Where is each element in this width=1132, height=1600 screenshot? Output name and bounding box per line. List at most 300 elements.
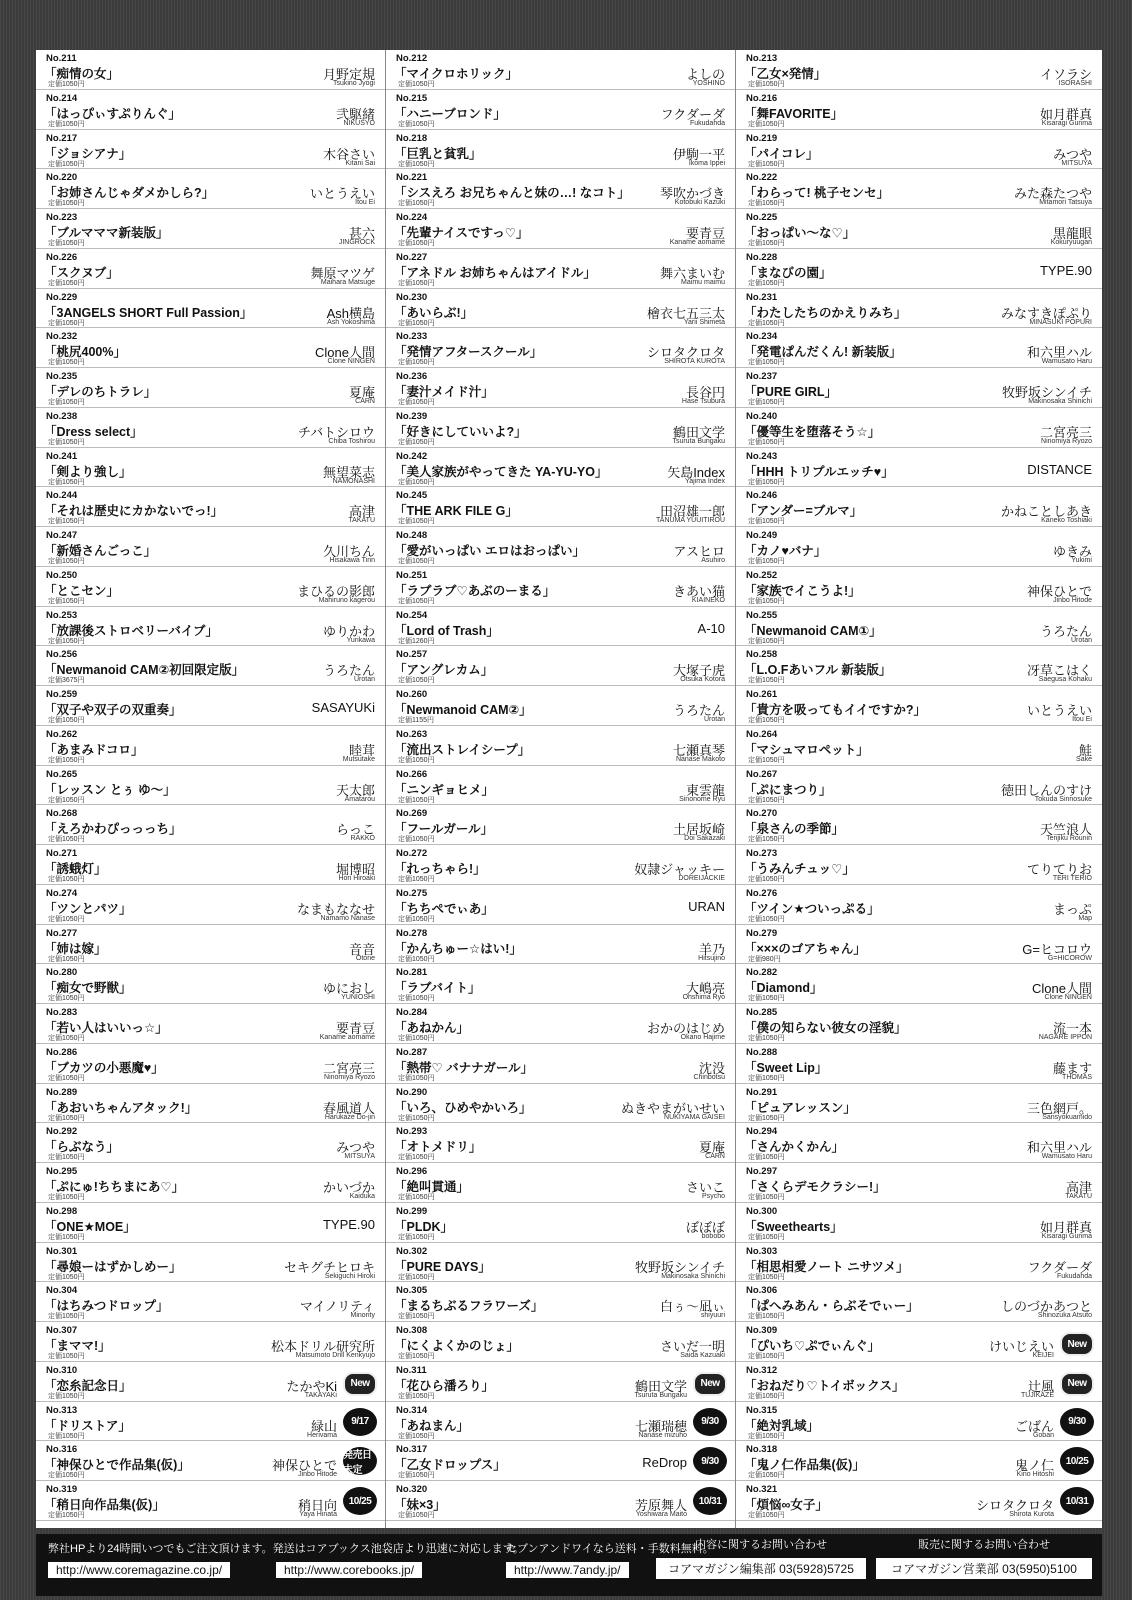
entry-number: No.234: [746, 331, 778, 343]
entry-author: かいづか: [322, 1180, 375, 1195]
catalog-entry: [36, 885, 385, 925]
catalog-entry: [736, 368, 1102, 408]
entry-title: 「貴方を吸ってもイイですか?」: [744, 703, 927, 717]
entry-title: 「流出ストレイシープ」: [394, 742, 531, 757]
entry-number: No.246: [746, 490, 778, 502]
entry-author-romaji: Yajima Index: [685, 477, 725, 485]
entry-author-romaji: SHIROTA KUROTA: [664, 358, 725, 366]
entry-number: No.259: [46, 689, 78, 700]
catalog-entry: [386, 805, 735, 845]
entry-price: 定価1050円: [748, 279, 785, 287]
entry-author: マイノリティ: [299, 1299, 375, 1315]
entry-title: 「ぷにまつり」: [744, 782, 832, 797]
entry-price: 定価1050円: [48, 240, 85, 247]
entry-title: 「ONE★MOE」: [44, 1219, 136, 1234]
entry-price: 定価1050円: [398, 359, 435, 367]
entry-number: No.283: [46, 1007, 78, 1018]
entry-author: 天竺浪人: [1039, 822, 1092, 838]
entry-author-romaji: Mitamori Tatsuya: [1039, 199, 1092, 207]
entry-number: No.218: [396, 132, 428, 144]
entry-author: ReDrop: [642, 1455, 687, 1471]
entry-title: 「稍日向作品集(仮)」: [44, 1498, 165, 1512]
entry-author-romaji: Sansyokuamido: [1042, 1113, 1092, 1121]
entry-price: 定価1050円: [48, 876, 85, 883]
entry-author: きあい猫: [672, 583, 725, 599]
entry-author: 堀博昭: [335, 862, 375, 877]
footer: [36, 1534, 1102, 1596]
entry-author: 檜衣七五三太: [646, 305, 725, 321]
entry-title: 「はちみつドロップ」: [44, 1299, 169, 1314]
entry-number: No.282: [746, 967, 778, 979]
entry-author: ゆりかわ: [322, 623, 375, 639]
entry-author-romaji: Clone NINGEN: [1044, 994, 1092, 1002]
entry-price: 定価1050円: [48, 796, 85, 804]
entry-author-romaji: DOREIJACKIE: [678, 875, 725, 882]
7andy-link[interactable]: http://www.7andy.jp/: [506, 1562, 629, 1578]
entry-price: 定価1050円: [398, 1313, 435, 1321]
entry-price: 定価1050円: [748, 756, 785, 764]
entry-number: No.317: [396, 1444, 428, 1456]
entry-number: No.258: [746, 649, 778, 661]
catalog-entry: [36, 766, 385, 806]
entry-price: 定価1050円: [398, 1432, 435, 1440]
entry-author: たかやKi: [286, 1378, 337, 1394]
entry-author-romaji: TANUMA YUUITIROU: [656, 517, 725, 525]
entry-author-romaji: Matsumoto Drill Kenkyujo: [295, 1352, 375, 1359]
catalog-entry: [36, 1282, 385, 1322]
entry-title: 「Newmanoid CAM②」: [394, 703, 532, 717]
entry-author-romaji: Hitsujino: [698, 954, 725, 962]
entry-author-romaji: Namamo Nanase: [320, 914, 375, 922]
entry-title: 「発電ぱんだくん! 新装版」: [744, 345, 902, 360]
entry-title: 「舞FAVORITE」: [744, 106, 844, 121]
coremagazine-link[interactable]: http://www.coremagazine.co.jp/: [48, 1562, 230, 1578]
entry-title: 「Newmanoid CAM②初回限定版」: [44, 663, 245, 678]
entry-number: No.267: [746, 768, 778, 780]
entry-title: 「THE ARK FILE G」: [394, 504, 518, 519]
sales-contact-title: 販売に関するお問い合わせ: [918, 1539, 1050, 1551]
entry-number: No.223: [46, 212, 78, 223]
entry-author: よしの: [685, 67, 725, 82]
entry-author-romaji: Shirota Kurota: [1009, 1511, 1054, 1518]
entry-author-romaji: Mahiruno kagerou: [318, 596, 375, 604]
entry-author-romaji: Wamusato Haru: [1041, 1153, 1092, 1161]
entry-author: 鮭: [1078, 742, 1092, 758]
catalog-entry: [386, 845, 735, 885]
entry-author: 鶴田文学: [672, 424, 725, 440]
entry-author-romaji: Itou Ei: [355, 199, 375, 207]
entry-author: Ash横島: [326, 305, 375, 321]
entry-title: 「HHH トリプルエッチ♥」: [744, 464, 894, 479]
entry-price: 定価1050円: [48, 955, 85, 963]
entry-title: 「らぶなう」: [44, 1140, 120, 1155]
entry-number: No.301: [46, 1245, 78, 1257]
entry-author-romaji: Yoshiwara Maito: [635, 1511, 687, 1518]
entry-title: 「剣より強し」: [44, 464, 132, 479]
entry-title: 「マシュマロペット」: [744, 742, 869, 757]
entry-number: No.248: [396, 530, 428, 541]
catalog-entry: [386, 607, 735, 647]
catalog-entry: [386, 1362, 735, 1402]
entry-price: 定価1050円: [48, 1313, 85, 1321]
entry-title: 「誘蛾灯」: [44, 862, 107, 876]
entry-author-romaji: Jinbo Hitode: [1053, 596, 1092, 604]
entry-price: 定価1050円: [48, 1512, 85, 1519]
entry-author: 天太郎: [335, 782, 375, 798]
catalog-entry: [736, 527, 1102, 567]
entry-price: 定価1050円: [748, 1154, 785, 1162]
entry-number: No.261: [746, 689, 778, 700]
catalog-entry: [36, 964, 385, 1004]
entry-author-romaji: Ikoma Ippei: [688, 159, 725, 167]
entry-author: 和六里ハル: [1026, 1140, 1092, 1156]
entry-author: 沈没: [698, 1060, 725, 1076]
entry-number: No.302: [396, 1245, 428, 1257]
entry-author: セキグチヒロキ: [283, 1259, 375, 1275]
entry-title: 「ジョシアナ」: [44, 146, 132, 161]
entry-price: 定価1050円: [748, 1233, 785, 1241]
entry-author-romaji: Yarii Shimeta: [683, 318, 725, 326]
entry-price: 定価1050円: [748, 240, 785, 247]
catalog-entry: [36, 1163, 385, 1203]
entry-author: 土居坂崎: [672, 822, 725, 838]
entry-author: TYPE.90: [1039, 262, 1092, 278]
catalog-entry: [736, 726, 1102, 766]
entry-title: 「あまみドコロ」: [44, 742, 144, 757]
entry-title: 「妹×3」: [394, 1498, 446, 1512]
entry-price: 定価1050円: [48, 1114, 85, 1122]
catalog-entry: [386, 289, 735, 329]
entry-author: みつや: [336, 1140, 375, 1156]
release-date-badge: 10/31: [693, 1487, 727, 1515]
catalog-entry: [36, 1402, 385, 1442]
entry-author: ぼぼぼ: [685, 1219, 725, 1235]
entry-number: No.308: [396, 1325, 428, 1336]
entry-author: 二宮亮三: [1039, 424, 1092, 440]
catalog-entry: [386, 1441, 735, 1481]
entry-author-romaji: Amatarou: [344, 795, 375, 803]
entry-author: てりてりお: [1026, 862, 1092, 877]
entry-title: 「相思相愛ノート ニサツメ」: [744, 1259, 909, 1274]
entry-number: No.319: [46, 1484, 78, 1495]
entry-author: 白ぅ〜凪ぃ: [659, 1299, 725, 1315]
entry-author-romaji: Chinbotsu: [693, 1073, 725, 1081]
entry-author-romaji: YUNIOSHI: [341, 994, 375, 1002]
entry-author-romaji: Ash Yokoshima: [327, 318, 375, 326]
release-date-badge: 発売日未定: [343, 1447, 377, 1475]
release-date-badge: 9/30: [693, 1447, 727, 1475]
entry-author-romaji: Kisaragi Gunma: [1041, 1232, 1092, 1240]
entry-price: 定価1050円: [48, 995, 85, 1003]
entry-title: 「わらって! 桃子センセ」: [744, 186, 890, 201]
entry-price: 定価1050円: [398, 915, 435, 923]
entry-title: 「花ひら潘ろり」: [394, 1378, 495, 1393]
entry-price: 定価1050円: [48, 836, 85, 844]
entry-author: 牧野坂シンイチ: [1001, 385, 1092, 400]
catalog-entry: [36, 726, 385, 766]
entry-number: No.214: [46, 92, 78, 104]
entry-author: 要青豆: [685, 226, 725, 241]
entry-author-romaji: Hase Tsubura: [681, 398, 725, 405]
entry-number: No.232: [46, 331, 78, 343]
entry-number: No.294: [746, 1126, 778, 1138]
new-badge: New: [1060, 1372, 1094, 1396]
entry-price: 定価1050円: [48, 1233, 85, 1241]
catalog-entry: [736, 1441, 1102, 1481]
entry-author: 夏庵: [348, 385, 375, 400]
entry-title: 「レッスン とぅ ゆ〜」: [44, 782, 176, 797]
entry-author: 月野定規: [322, 67, 375, 82]
entry-price: 定価1050円: [398, 995, 435, 1003]
entry-author-romaji: Maimu maimu: [681, 278, 725, 286]
entry-author-romaji: MITSUYA: [344, 1153, 375, 1161]
catalog-entry: [36, 328, 385, 368]
entry-number: No.271: [46, 848, 78, 859]
catalog-entry: [736, 249, 1102, 289]
entry-price: 定価1050円: [748, 796, 785, 804]
entry-price: 定価1050円: [748, 438, 785, 446]
entry-author-romaji: Saida Kazuaki: [680, 1352, 725, 1359]
catalog-entry: [386, 487, 735, 527]
entry-author-romaji: Sake: [1076, 755, 1092, 763]
entry-author: G=ヒコロウ: [1022, 941, 1092, 957]
entry-price: 定価1050円: [748, 518, 785, 526]
catalog-entry: [36, 1322, 385, 1362]
entry-price: 定価1260円: [398, 637, 435, 645]
entry-author: 夏庵: [698, 1140, 725, 1156]
catalog-entry: [36, 169, 385, 209]
entry-title: 「アンダー=ブルマ」: [744, 504, 863, 519]
entry-number: No.285: [746, 1007, 778, 1018]
entry-number: No.228: [746, 251, 778, 263]
entry-title: 「乙女×発情」: [744, 67, 827, 81]
entry-author: 要青豆: [335, 1021, 375, 1036]
entry-title: 「さくらデモクラシー!」: [744, 1180, 886, 1194]
entry-author: 音音: [348, 941, 375, 957]
entry-number: No.296: [396, 1166, 428, 1177]
entry-author-romaji: ISORASHI: [1058, 80, 1092, 87]
catalog-entry: [736, 925, 1102, 965]
entry-number: No.221: [396, 172, 428, 184]
entry-price: 定価1050円: [748, 1392, 785, 1400]
catalog-entry: [36, 209, 385, 249]
entry-price: 定価1050円: [398, 1273, 435, 1281]
entry-number: No.256: [46, 649, 78, 661]
catalog-entry: [736, 1163, 1102, 1203]
entry-number: No.215: [396, 92, 428, 104]
entry-title: 「えろかわぴっっっち」: [44, 822, 182, 837]
entry-title: 「妻汁メイド汁」: [394, 385, 494, 399]
entry-price: 定価1050円: [398, 1114, 435, 1122]
entry-title: 「ドリストア」: [44, 1418, 131, 1433]
entry-author-romaji: MITSUYA: [1061, 159, 1092, 167]
catalog-entry: [386, 1481, 735, 1521]
entry-author-romaji: Makinosaka Shinichi: [661, 1272, 725, 1280]
catalog-entry: [386, 130, 735, 170]
catalog-entry: [386, 1282, 735, 1322]
entry-price: 定価1050円: [748, 1432, 785, 1440]
sales-contact-phone: コアマガジン営業部 03(5950)5100: [876, 1558, 1092, 1579]
entry-author: 大塚子虎: [672, 663, 725, 679]
catalog-entry: [36, 1084, 385, 1124]
entry-number: No.265: [46, 768, 78, 780]
entry-title: 「うみんチュッ♡」: [744, 862, 855, 876]
entry-title: 「アネドル お姉ちゃんはアイドル」: [394, 265, 596, 280]
entry-author: さいこ: [685, 1180, 725, 1195]
entry-author: 高津: [348, 504, 375, 520]
entry-author: Clone人間: [315, 345, 375, 361]
catalog-entry: [36, 567, 385, 607]
entry-author: チバトシロウ: [298, 424, 375, 440]
entry-author: 弐駆緒: [335, 106, 375, 122]
entry-number: No.266: [396, 768, 428, 780]
entry-author: らっこ: [335, 822, 375, 838]
entry-author-romaji: TAKAYAKi: [304, 1391, 337, 1399]
catalog-entry: [736, 686, 1102, 726]
catalog-entry: [736, 1004, 1102, 1044]
entry-author: 辻風: [1027, 1378, 1054, 1394]
entry-author-romaji: Saegusa Kohaku: [1038, 676, 1092, 684]
entry-author-romaji: G=HICOROW: [1047, 954, 1092, 962]
entry-author-romaji: CARN: [705, 1153, 725, 1161]
entry-title: 「フールガール」: [394, 822, 494, 837]
catalog-entry: [736, 408, 1102, 448]
entry-price: 定価1050円: [748, 478, 785, 486]
catalog-entry: [36, 487, 385, 527]
entry-price: 定価1050円: [748, 637, 785, 645]
entry-price: 定価1050円: [398, 399, 435, 406]
entry-author-romaji: Urotan: [353, 676, 375, 684]
entry-author: かねことしあき: [1000, 504, 1092, 520]
entry-number: No.225: [746, 212, 778, 223]
entry-price: 定価1050円: [748, 558, 785, 565]
entry-title: 「まなびの園」: [744, 265, 832, 280]
catalog-entry: [386, 90, 735, 130]
entry-number: No.313: [46, 1404, 78, 1416]
entry-author: 長谷円: [685, 385, 725, 400]
entry-price: 定価1050円: [748, 1035, 785, 1042]
entry-price: 定価3675円: [48, 677, 85, 685]
catalog-entry: [736, 885, 1102, 925]
entry-author-romaji: Itou Ei: [1072, 716, 1092, 723]
catalog-entry: [386, 1243, 735, 1283]
catalog-entry: [736, 964, 1102, 1004]
entry-number: No.235: [46, 371, 78, 382]
catalog-entry: [386, 1004, 735, 1044]
entry-number: No.321: [746, 1484, 778, 1495]
entry-price: 定価1050円: [398, 1512, 435, 1519]
entry-title: 「神保ひとで作品集(仮)」: [44, 1458, 190, 1473]
catalog-entry: [736, 487, 1102, 527]
catalog-entry: [736, 567, 1102, 607]
entry-price: 定価1050円: [48, 1472, 85, 1480]
catalog-entry: [386, 50, 735, 90]
entry-number: No.212: [396, 53, 428, 64]
entry-number: No.272: [396, 848, 428, 859]
entry-author: みつや: [1053, 146, 1092, 162]
entry-title: 「マイクロホリック」: [394, 67, 519, 81]
entry-author-romaji: Okano Hajime: [680, 1034, 725, 1041]
entry-author-romaji: Doi Sakazaki: [684, 835, 725, 843]
entry-author-romaji: Kotobuki Kazuki: [674, 199, 725, 207]
entry-author-romaji: Herivama: [307, 1431, 337, 1439]
entry-author-romaji: TUJIKAZE: [1020, 1391, 1054, 1399]
catalog-entry: [736, 50, 1102, 90]
entry-number: No.281: [396, 967, 428, 979]
entry-title: 「PURE GIRL」: [744, 385, 838, 399]
entry-author: 無望菜志: [322, 464, 375, 480]
entry-price: 定価1050円: [748, 915, 785, 923]
entry-number: No.236: [396, 371, 428, 382]
catalog-entry: [36, 607, 385, 647]
entry-price: 定価1050円: [748, 597, 785, 605]
catalog-entry: [386, 527, 735, 567]
entry-price: 定価1050円: [748, 1512, 785, 1519]
catalog-entry: [736, 1322, 1102, 1362]
entry-price: 定価1050円: [48, 160, 85, 168]
entry-author-romaji: Otsuka Kotora: [680, 676, 725, 684]
entry-author: 芳原舞人: [634, 1498, 687, 1513]
entry-price: 定価1050円: [48, 756, 85, 764]
entry-author: 徳田しんのすけ: [1000, 782, 1092, 798]
entry-number: No.219: [746, 132, 778, 144]
entry-title: 「ぷにゅ!ちちまにあ♡」: [44, 1180, 185, 1194]
entry-author: 春風道人: [322, 1100, 375, 1116]
entry-title: 「姉は嫁」: [44, 941, 107, 956]
entry-title: 「双子や双子の双重奏」: [44, 703, 182, 717]
entry-number: No.263: [396, 728, 428, 740]
entry-author: SASAYUKi: [311, 700, 375, 715]
entry-title: 「ラブラブ♡あぶのーまる」: [394, 583, 556, 598]
entry-author-romaji: CARN: [355, 398, 375, 405]
corebooks-link[interactable]: http://www.corebooks.jp/: [276, 1562, 422, 1578]
catalog-entry: [386, 1402, 735, 1442]
catalog-column: [36, 50, 386, 1528]
entry-number: No.264: [746, 728, 778, 740]
entry-price: 定価1050円: [48, 558, 85, 565]
entry-author: 伊駒一平: [672, 146, 725, 162]
entry-price: 定価1050円: [398, 1035, 435, 1042]
entry-number: No.249: [746, 530, 778, 541]
catalog-entry: [386, 726, 735, 766]
entry-price: 定価1050円: [48, 597, 85, 605]
entry-title: 「あおいちゃんアタック!」: [44, 1100, 198, 1115]
entry-price: 定価1050円: [48, 1074, 85, 1082]
catalog-entry: [386, 1084, 735, 1124]
entry-number: No.227: [396, 251, 428, 263]
entry-title: 「美人家族がやってきた YA-YU-YO」: [394, 464, 608, 479]
entry-title: 「まママ!」: [44, 1339, 111, 1353]
entry-price: 定価1050円: [398, 796, 435, 804]
catalog-entry: [386, 1322, 735, 1362]
catalog-entry: [36, 1004, 385, 1044]
release-date-badge: 10/31: [1060, 1487, 1094, 1515]
entry-title: 「熱帯♡ バナナガール」: [394, 1060, 534, 1075]
entry-author-romaji: Tenjiku Rounin: [1046, 835, 1092, 843]
catalog-entry: [36, 1441, 385, 1481]
entry-number: No.224: [396, 212, 428, 223]
entry-author: けいじえい: [988, 1339, 1054, 1354]
entry-title: 「ハニーブロンド」: [394, 106, 506, 121]
entry-price: 定価1050円: [748, 160, 785, 168]
entry-author: うろたん: [1039, 623, 1092, 639]
entry-number: No.245: [396, 490, 428, 502]
catalog-entry: [386, 686, 735, 726]
catalog-entry: [36, 527, 385, 567]
entry-author-romaji: Yurikawa: [346, 636, 375, 644]
entry-number: No.257: [396, 649, 428, 661]
entry-author: 木谷さい: [322, 146, 375, 162]
